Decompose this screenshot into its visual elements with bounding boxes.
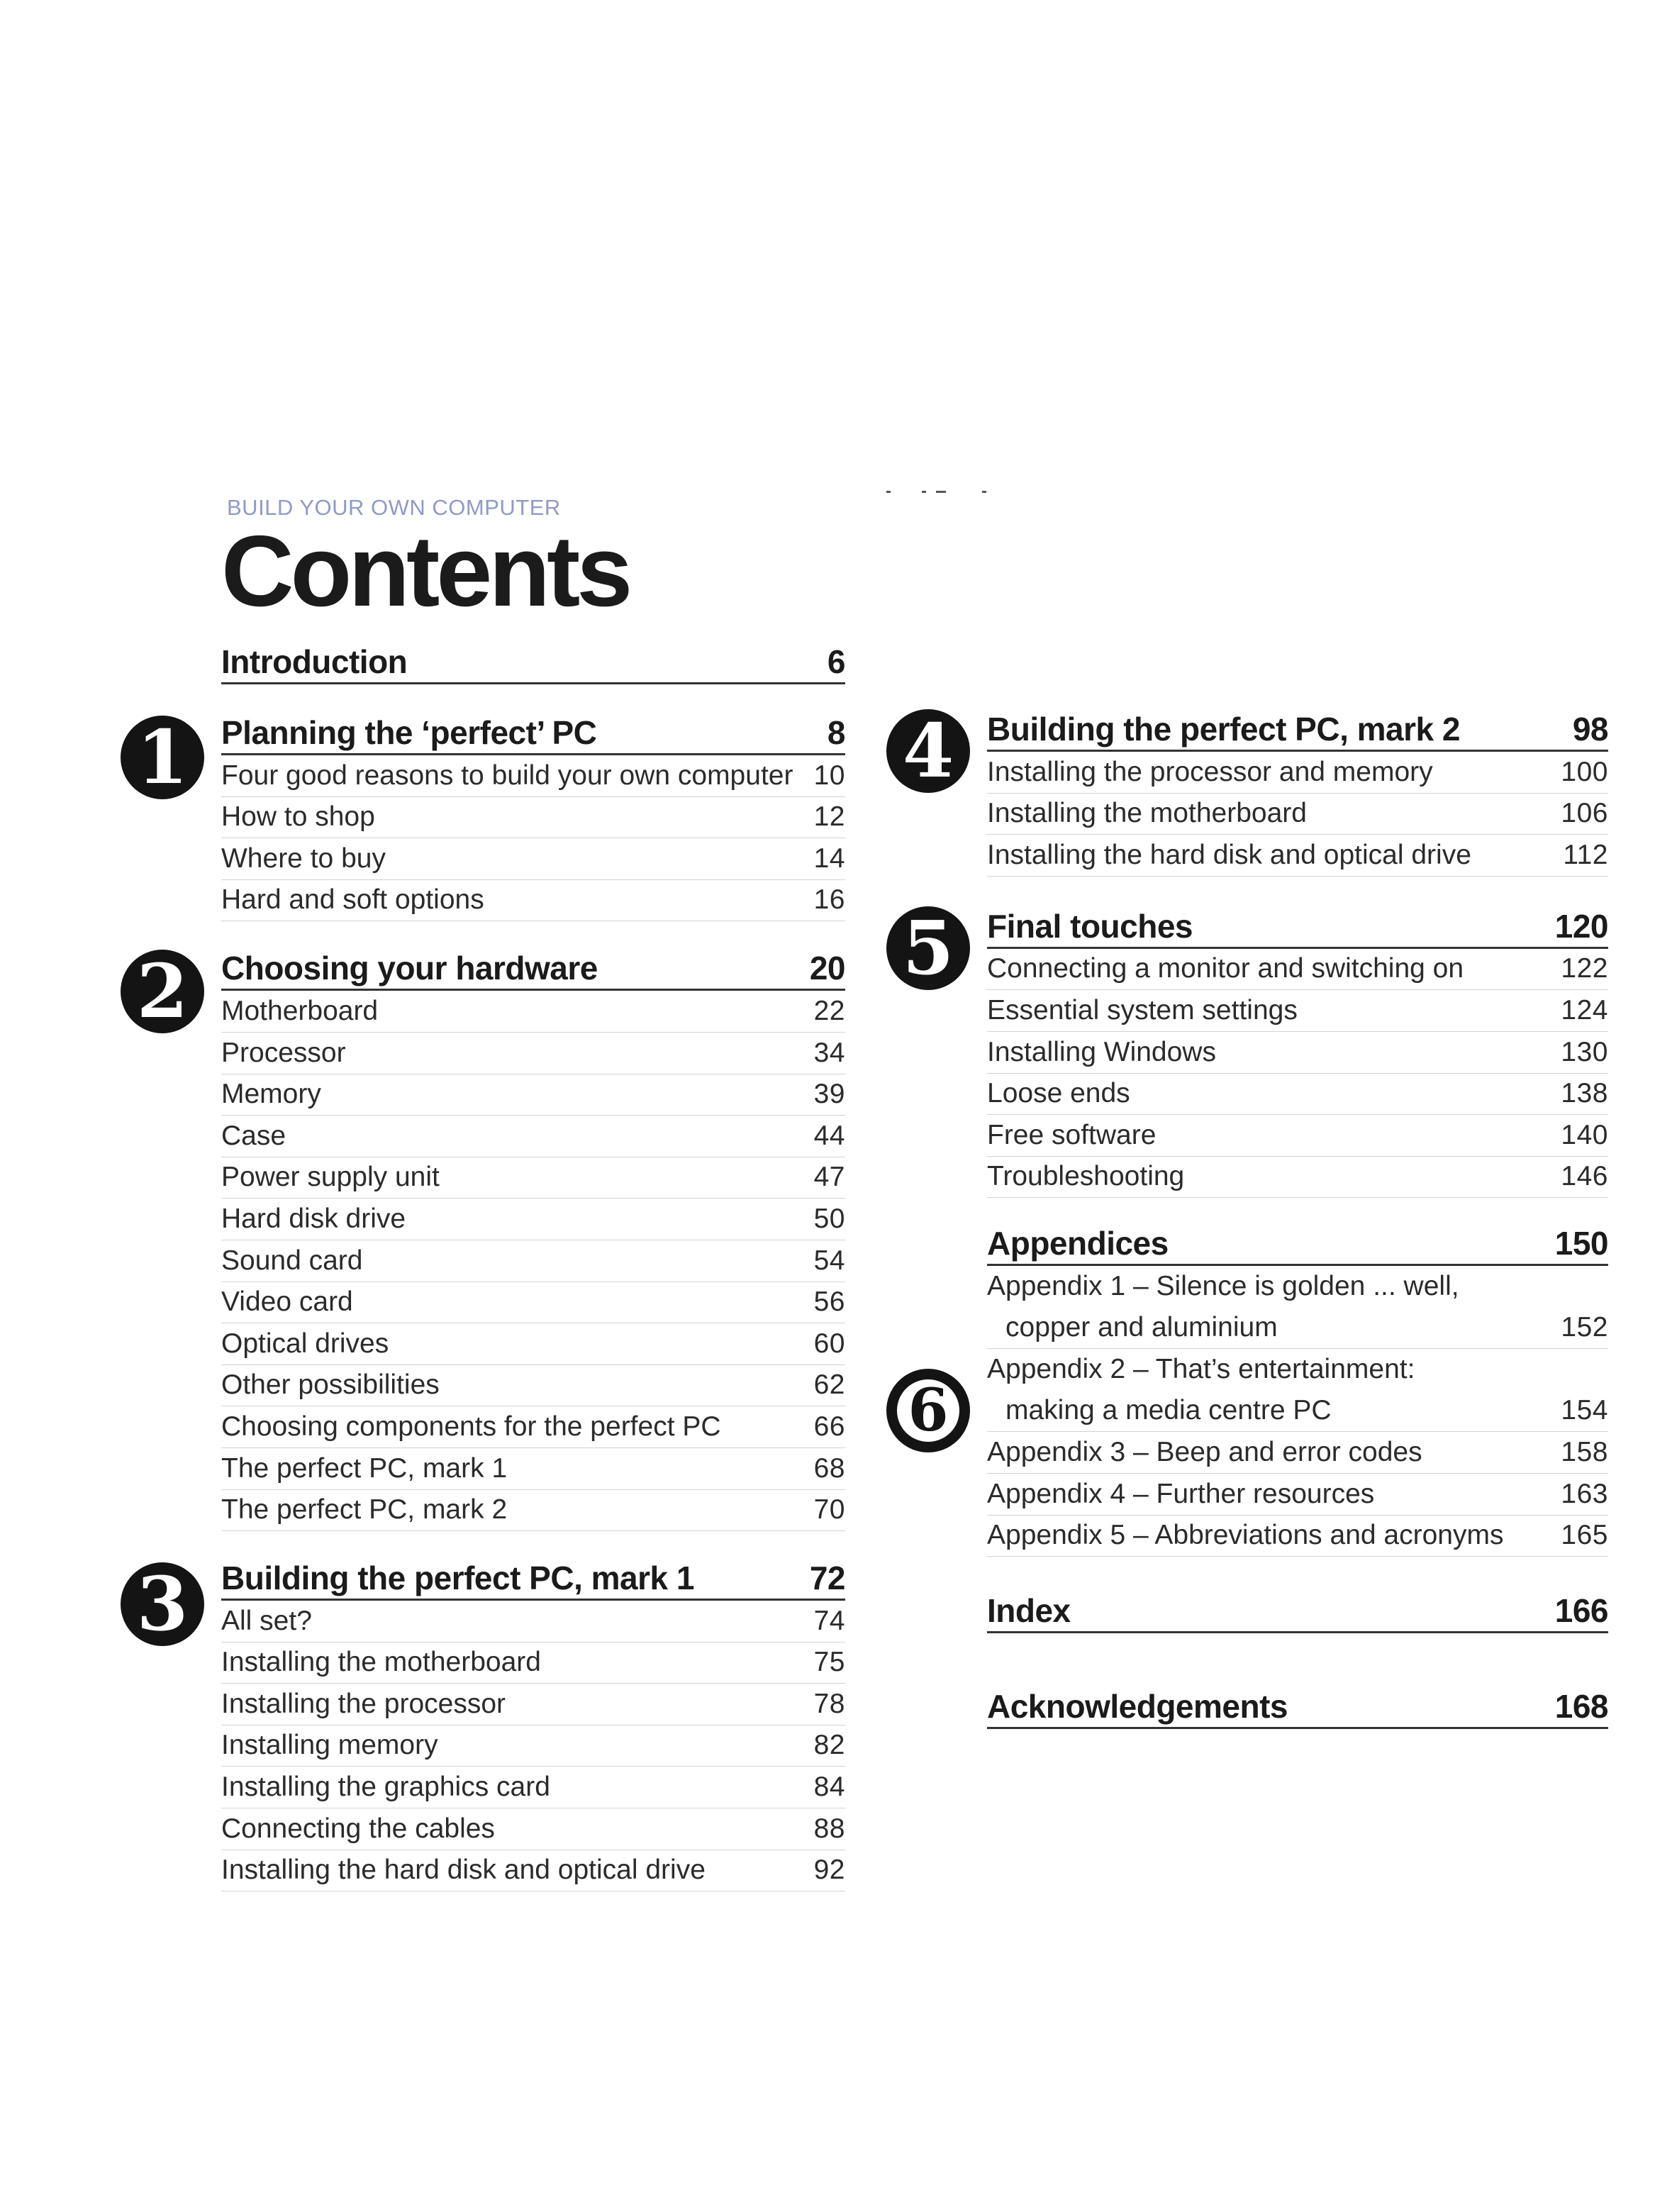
toc-entry[interactable]: Other possibilities 62 <box>221 1365 845 1407</box>
acknowledgements-entry[interactable]: Acknowledgements 168 <box>987 1686 1608 1729</box>
chapter-3 <box>136 1558 845 1891</box>
intro-label: Introduction <box>221 643 408 680</box>
toc-entry[interactable]: Appendix 1 – Silence is golden ... well, copper and aluminium 152 <box>987 1266 1608 1349</box>
scan-artifact <box>886 491 993 498</box>
toc-entry[interactable]: Connecting the cables 88 <box>221 1808 845 1850</box>
toc-entry[interactable]: Appendix 3 – Beep and error codes 158 <box>987 1432 1608 1474</box>
toc-entry[interactable]: Sound card 54 <box>221 1240 845 1282</box>
toc-entry[interactable]: The perfect PC, mark 1 68 <box>221 1448 845 1490</box>
toc-entry[interactable]: Installing the motherboard 75 <box>221 1643 845 1684</box>
toc-entry[interactable]: Four good reasons to build your own computer 10 <box>221 755 845 797</box>
chapter-1-badge: 1 <box>121 716 204 799</box>
toc-entry[interactable]: Installing the hard disk and optical drive 92 <box>221 1850 845 1892</box>
toc-entry[interactable]: Installing the motherboard 106 <box>987 794 1608 835</box>
intro-entry[interactable] <box>221 642 845 684</box>
toc-entry[interactable]: Hard disk drive 50 <box>221 1199 845 1240</box>
toc-entry[interactable]: Installing Windows 130 <box>987 1032 1608 1074</box>
toc-entry[interactable]: Where to buy 14 <box>221 838 845 880</box>
chapter-heading[interactable]: Final touches 120 <box>987 906 1608 949</box>
toc-entry[interactable]: Motherboard 22 <box>221 991 845 1033</box>
chapter-heading[interactable]: Choosing your hardware 20 <box>221 948 845 991</box>
chapter-5-badge: 5 <box>886 906 970 990</box>
chapter-5 <box>902 904 1608 1199</box>
toc-entry[interactable]: Hard and soft options 16 <box>221 880 845 922</box>
toc-entry[interactable]: The perfect PC, mark 2 70 <box>221 1490 845 1532</box>
toc-entry[interactable]: Appendix 2 – That’s entertainment: making a media centre PC 154 <box>987 1349 1608 1432</box>
toc-entry[interactable]: Connecting a monitor and switching on 122 <box>987 949 1608 991</box>
toc-entry[interactable]: Installing the processor and memory 100 <box>987 752 1608 794</box>
page-title: Contents <box>221 515 630 628</box>
toc-entry[interactable]: Installing the graphics card 84 <box>221 1767 845 1808</box>
toc-entry[interactable]: Video card 56 <box>221 1282 845 1324</box>
toc-entry[interactable]: Installing the processor 78 <box>221 1684 845 1725</box>
toc-entry[interactable]: Case 44 <box>221 1116 845 1157</box>
toc-entry[interactable]: Power supply unit 47 <box>221 1157 845 1199</box>
toc-entry[interactable]: All set? 74 <box>221 1601 845 1643</box>
chapter-heading[interactable]: Building the perfect PC, mark 1 72 <box>221 1558 845 1601</box>
toc-entry[interactable]: Installing the hard disk and optical drive 112 <box>987 835 1608 877</box>
index-entry[interactable]: Index 166 <box>987 1591 1608 1633</box>
intro-page: 6 <box>827 643 845 680</box>
toc-entry[interactable]: Appendix 5 – Abbreviations and acronyms 165 <box>987 1516 1608 1557</box>
toc-entry[interactable]: Troubleshooting 146 <box>987 1157 1608 1199</box>
chapter-2 <box>136 947 845 1531</box>
toc-entry[interactable]: Installing memory 82 <box>221 1725 845 1767</box>
toc-entry[interactable]: Essential system settings 124 <box>987 990 1608 1032</box>
chapter-6-badge: 6 <box>886 1369 970 1452</box>
toc-entry[interactable]: Optical drives 60 <box>221 1323 845 1365</box>
toc-entry[interactable]: How to shop 12 <box>221 797 845 839</box>
chapter-4-badge: 4 <box>886 709 970 793</box>
contents-column-left <box>136 642 845 1891</box>
toc-entry[interactable]: Free software 140 <box>987 1115 1608 1157</box>
chapter-3-badge: 3 <box>121 1562 204 1646</box>
chapter-heading[interactable]: Planning the ‘perfect’ PC 8 <box>221 713 845 755</box>
toc-entry[interactable]: Loose ends 138 <box>987 1074 1608 1116</box>
chapter-1 <box>136 713 845 921</box>
chapter-2-badge: 2 <box>121 950 204 1033</box>
chapter-heading[interactable]: Building the perfect PC, mark 2 98 <box>987 709 1608 752</box>
contents-column-right <box>902 707 1608 1729</box>
toc-entry[interactable]: Processor 34 <box>221 1033 845 1074</box>
toc-entry[interactable]: Appendix 4 – Further resources 163 <box>987 1474 1608 1516</box>
chapter-heading[interactable]: Appendices 150 <box>987 1223 1608 1266</box>
toc-entry[interactable]: Choosing components for the perfect PC 66 <box>221 1406 845 1448</box>
book-title-kicker: BUILD YOUR OWN COMPUTER <box>227 495 561 520</box>
chapter-4 <box>902 707 1608 877</box>
chapter-6-appendices <box>908 1223 1608 1557</box>
toc-entry[interactable]: Memory 39 <box>221 1074 845 1116</box>
